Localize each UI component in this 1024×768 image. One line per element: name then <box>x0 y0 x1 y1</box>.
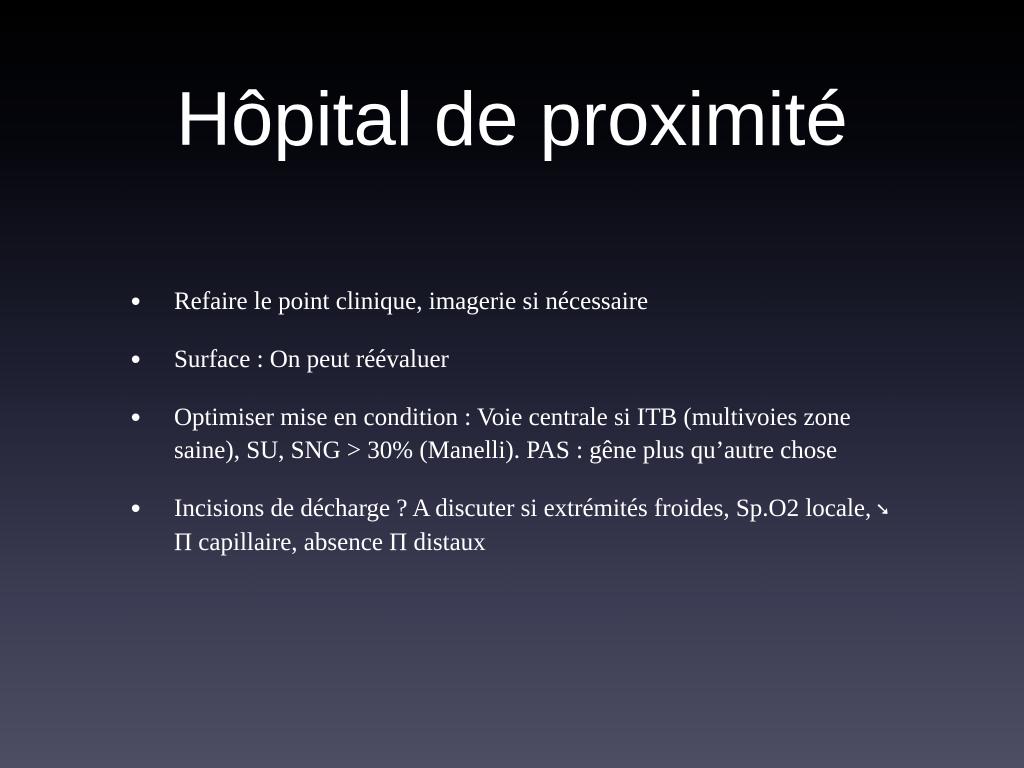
bullet-item <box>128 492 908 559</box>
bullet-icon: • <box>128 346 144 376</box>
slide-title: Hôpital de proximité <box>176 77 848 162</box>
bullet-text: Refaire le point clinique, imagerie si nécessaire <box>174 288 649 315</box>
bullet-icon: • <box>128 404 144 434</box>
bullet-item <box>128 401 908 467</box>
bullet-icon: • <box>128 495 144 525</box>
bullet-icon: • <box>128 288 144 318</box>
bullet-text-before-arrow: Incisions de décharge ? A discuter si extrémités froides, Sp.O2 locale, <box>174 495 872 522</box>
arrow-down-right-icon: ➘ <box>875 499 891 520</box>
bullet-text-after-arrow: Π capillaire, absence Π distaux <box>174 529 486 556</box>
bullet-text: Optimiser mise en condition : Voie centrale si ITB (multivoies zone saine), SU, SNG > 30% (Manelli). PAS : gêne plus qu’autre chose <box>174 404 851 464</box>
bullet-list <box>128 285 908 559</box>
bullet-item <box>128 343 908 376</box>
bullet-item <box>128 285 908 318</box>
bullet-text: Surface : On peut réévaluer <box>174 346 449 373</box>
